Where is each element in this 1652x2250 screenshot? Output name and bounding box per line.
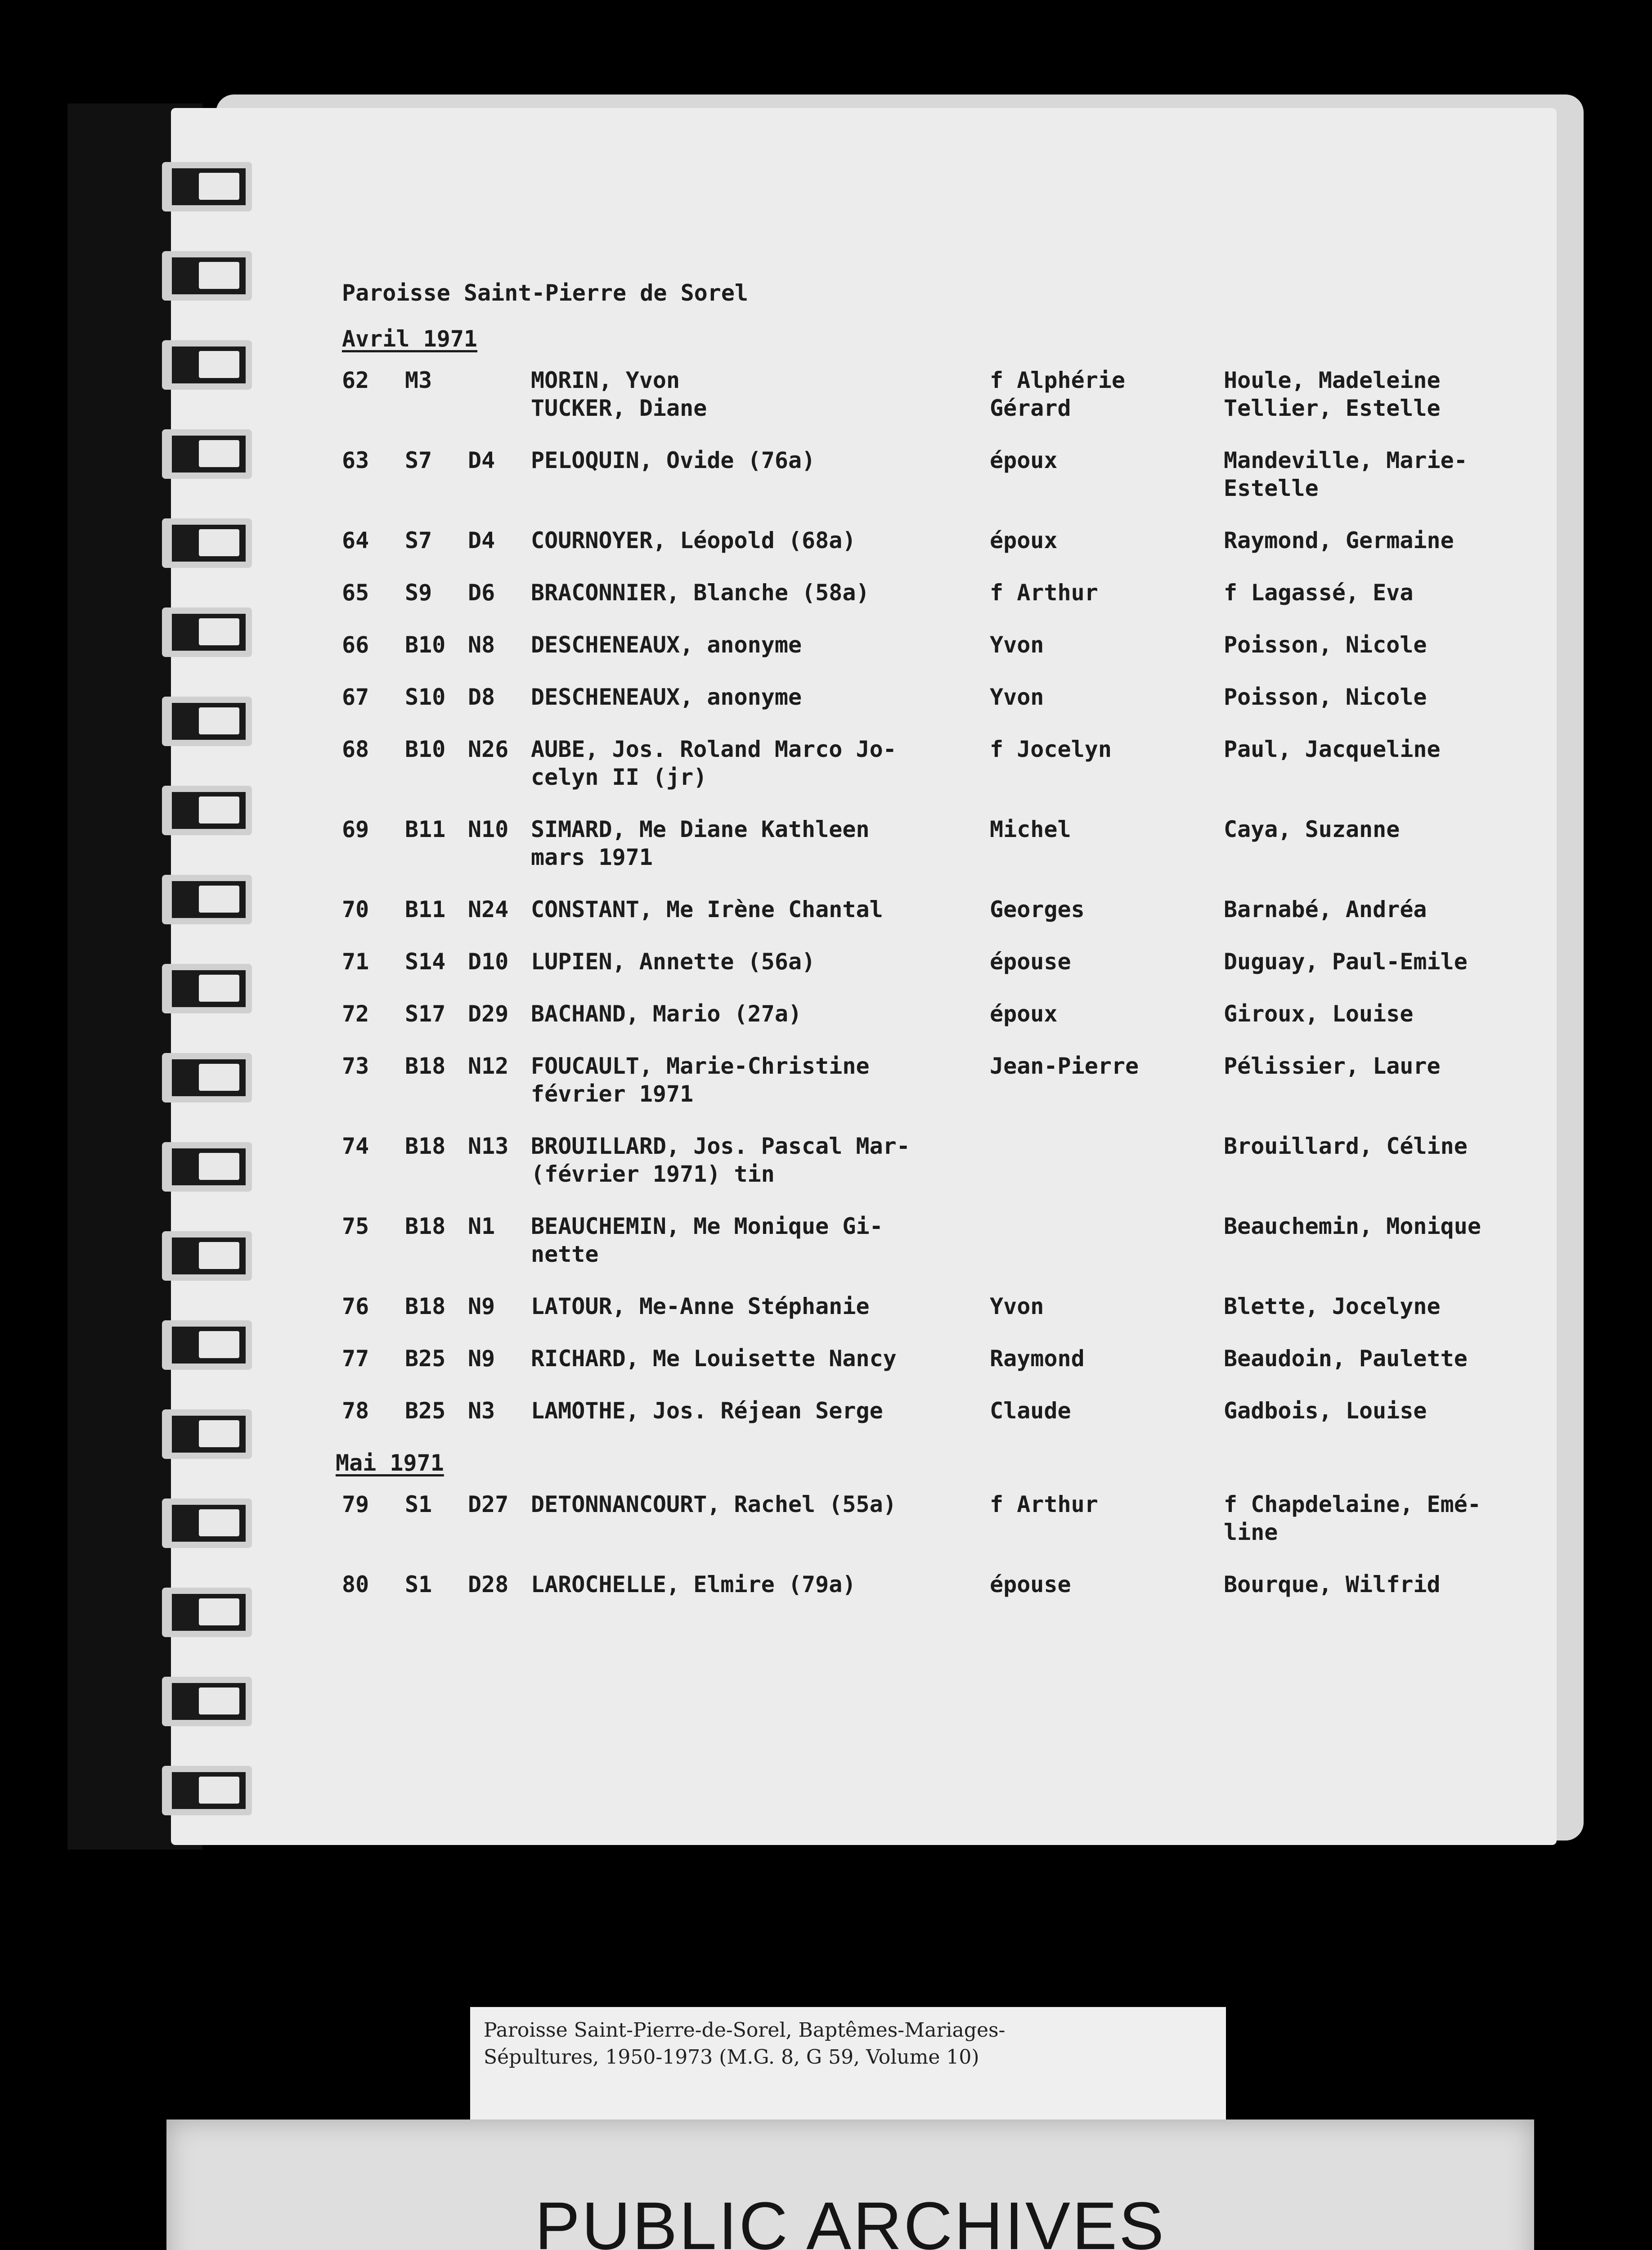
register-code: B18	[405, 1293, 446, 1319]
entry-father: Yvon	[990, 1293, 1044, 1319]
register-code: S14	[405, 949, 446, 975]
entry-number: 76	[342, 1293, 369, 1319]
register-entry	[342, 815, 1534, 896]
register-entry	[342, 896, 1534, 948]
register-code: B18	[405, 1213, 446, 1239]
binder-coil	[162, 1766, 252, 1815]
entry-mother: Barnabé, Andréa	[1224, 896, 1427, 922]
sub-code	[468, 366, 531, 446]
entry-mother: Giroux, Louise	[1224, 1001, 1414, 1027]
document-title: Paroisse Saint-Pierre de Sorel	[342, 280, 749, 306]
entry-mother: Paul, Jacqueline	[1224, 736, 1441, 762]
sub-code: N26	[468, 736, 509, 762]
entry-number: 69	[342, 816, 369, 842]
entry-father: Claude	[990, 1398, 1071, 1424]
register-entry	[342, 1490, 1534, 1570]
entry-father: f Arthur	[990, 1491, 1098, 1517]
register-code: S10	[405, 684, 446, 710]
entry-father: épouse	[990, 949, 1071, 975]
binder-coil	[162, 1142, 252, 1192]
sub-code: N12	[468, 1053, 509, 1079]
entry-mother: f Lagassé, Eva	[1224, 580, 1414, 606]
binder-coil	[162, 162, 252, 212]
archives-banner	[166, 2120, 1534, 2250]
entry-name: DESCHENEAUX, anonyme	[531, 684, 802, 710]
entry-name: PELOQUIN, Ovide (76a)	[531, 447, 816, 473]
register-entry	[342, 526, 1534, 579]
register-entry	[342, 1000, 1534, 1052]
entry-mother: Poisson, Nicole	[1224, 632, 1427, 658]
entry-number: 73	[342, 1053, 369, 1079]
sub-code: N10	[468, 816, 509, 842]
register-table-may	[342, 1490, 1534, 1623]
register-entry	[342, 683, 1534, 735]
binder-coil	[162, 697, 252, 746]
register-entry	[342, 1292, 1534, 1345]
entry-mother: Brouillard, Céline	[1224, 1133, 1468, 1159]
register-entry	[342, 631, 1534, 683]
entry-father: épouse	[990, 1571, 1071, 1598]
register-table-april	[342, 366, 1534, 1449]
entry-number: 80	[342, 1571, 369, 1598]
register-entry	[342, 579, 1534, 631]
entry-number: 71	[342, 949, 369, 975]
entry-mother: Mandeville, Marie- Estelle	[1224, 447, 1468, 501]
entry-number: 72	[342, 1001, 369, 1027]
entry-mother: Beauchemin, Monique	[1224, 1213, 1481, 1239]
entry-father: époux	[990, 527, 1058, 554]
entry-father: f Jocelyn	[990, 736, 1112, 762]
register-code: B10	[405, 632, 446, 658]
citation-label: Paroisse Saint-Pierre-de-Sorel, Baptêmes-Mariages- Sépultures, 1950-1973 (M.G. 8, G 59, Volume 10)	[470, 2007, 1226, 2120]
month-heading: Avril 1971	[342, 326, 478, 352]
register-code: B25	[405, 1346, 446, 1372]
entry-number: 79	[342, 1491, 369, 1517]
entry-mother: f Chapdelaine, Emé- line	[1224, 1491, 1481, 1545]
entry-name: BACHAND, Mario (27a)	[531, 1001, 802, 1027]
entry-name: LATOUR, Me-Anne Stéphanie	[531, 1293, 870, 1319]
register-code: S1	[405, 1571, 432, 1598]
entry-mother: Poisson, Nicole	[1224, 684, 1427, 710]
register-code: B11	[405, 896, 446, 922]
entry-number: 77	[342, 1346, 369, 1372]
register-code: S9	[405, 580, 432, 606]
entry-mother: Duguay, Paul-Emile	[1224, 949, 1468, 975]
register-entry	[342, 735, 1534, 815]
entry-number: 70	[342, 896, 369, 922]
binder-coil	[162, 1409, 252, 1459]
register-code: S7	[405, 527, 432, 554]
entry-number: 78	[342, 1398, 369, 1424]
entry-mother: Beaudoin, Paulette	[1224, 1346, 1468, 1372]
entry-father: Yvon	[990, 632, 1044, 658]
entry-father: Georges	[990, 896, 1085, 922]
sub-code: D4	[468, 447, 495, 473]
entry-number: 65	[342, 580, 369, 606]
register-entry	[342, 948, 1534, 1000]
sub-code: N9	[468, 1293, 495, 1319]
entry-mother: Gadbois, Louise	[1224, 1398, 1427, 1424]
entry-number: 75	[342, 1213, 369, 1239]
entry-mother: Bourque, Wilfrid	[1224, 1571, 1441, 1598]
binder-coil	[162, 964, 252, 1013]
sub-code: D29	[468, 1001, 509, 1027]
entry-father: époux	[990, 447, 1058, 473]
binder-coil	[162, 251, 252, 301]
entry-father	[990, 1212, 1224, 1292]
banner-line-public-archives: PUBLIC ARCHIVES	[534, 2188, 1166, 2250]
entry-number: 62	[342, 367, 369, 393]
register-entry	[342, 1397, 1534, 1449]
binder-coil	[162, 1231, 252, 1281]
entry-name: COURNOYER, Léopold (68a)	[531, 527, 856, 554]
binder-coil	[162, 1677, 252, 1726]
entry-name: FOUCAULT, Marie-Christine février 1971	[531, 1053, 870, 1107]
binder-coil	[162, 340, 252, 390]
sub-code: N8	[468, 632, 495, 658]
register-entry	[342, 1345, 1534, 1397]
entry-father: Raymond	[990, 1346, 1085, 1372]
register-entry	[342, 1212, 1534, 1292]
binder-coil	[162, 1320, 252, 1370]
entry-number: 66	[342, 632, 369, 658]
sub-code: D28	[468, 1571, 509, 1598]
sub-code: N13	[468, 1133, 509, 1159]
entry-mother: Houle, Madeleine Tellier, Estelle	[1224, 367, 1441, 421]
binder-coil	[162, 875, 252, 924]
register-entry	[342, 1132, 1534, 1212]
entry-father: Jean-Pierre	[990, 1053, 1139, 1079]
register-entry	[342, 1570, 1534, 1623]
sub-code: N24	[468, 896, 509, 922]
entry-father	[990, 1132, 1224, 1212]
sub-code: D4	[468, 527, 495, 554]
register-entry	[342, 1052, 1534, 1132]
entry-name: DETONNANCOURT, Rachel (55a)	[531, 1491, 897, 1517]
entry-mother: Pélissier, Laure	[1224, 1053, 1441, 1079]
binder-coil	[162, 518, 252, 568]
entry-number: 68	[342, 736, 369, 762]
entry-name: LAMOTHE, Jos. Réjean Serge	[531, 1398, 883, 1424]
register-code: B25	[405, 1398, 446, 1424]
entry-father: époux	[990, 1001, 1058, 1027]
binder-coil	[162, 1053, 252, 1102]
register-content	[336, 279, 1534, 1623]
register-code: B18	[405, 1053, 446, 1079]
sub-code: N9	[468, 1346, 495, 1372]
entry-mother: Caya, Suzanne	[1224, 816, 1400, 842]
entry-father: Yvon	[990, 684, 1044, 710]
month-heading: Mai 1971	[336, 1450, 444, 1476]
binder-coil	[162, 1498, 252, 1548]
entry-father: Michel	[990, 816, 1071, 842]
entry-number: 74	[342, 1133, 369, 1159]
register-entry	[342, 446, 1534, 526]
entry-father: f Arthur	[990, 580, 1098, 606]
binder-coil	[162, 429, 252, 479]
sub-code: D6	[468, 580, 495, 606]
register-code: B11	[405, 816, 446, 842]
entry-name: CONSTANT, Me Irène Chantal	[531, 896, 883, 922]
entry-mother: Raymond, Germaine	[1224, 527, 1454, 554]
register-code: S7	[405, 447, 432, 473]
sub-code: N1	[468, 1213, 495, 1239]
entry-name: BRACONNIER, Blanche (58a)	[531, 580, 870, 606]
register-code: B10	[405, 736, 446, 762]
entry-number: 67	[342, 684, 369, 710]
entry-number: 63	[342, 447, 369, 473]
entry-name: AUBE, Jos. Roland Marco Jo- celyn II (jr)	[531, 736, 897, 790]
binder-coil	[162, 1588, 252, 1637]
register-code: B18	[405, 1133, 446, 1159]
entry-name: RICHARD, Me Louisette Nancy	[531, 1346, 897, 1372]
sub-code: N3	[468, 1398, 495, 1424]
binder-coil	[162, 786, 252, 835]
entry-number: 64	[342, 527, 369, 554]
register-entry	[342, 366, 1534, 446]
register-code: S1	[405, 1491, 432, 1517]
entry-name: SIMARD, Me Diane Kathleen mars 1971	[531, 816, 870, 870]
entry-name: DESCHENEAUX, anonyme	[531, 632, 802, 658]
binder-coil	[162, 608, 252, 657]
sub-code: D8	[468, 684, 495, 710]
entry-name: BEAUCHEMIN, Me Monique Gi- nette	[531, 1213, 883, 1267]
entry-name: LUPIEN, Annette (56a)	[531, 949, 816, 975]
sub-code: D27	[468, 1491, 509, 1517]
register-code: M3	[405, 367, 432, 393]
entry-mother: Blette, Jocelyne	[1224, 1293, 1441, 1319]
entry-father: f Alphérie Gérard	[990, 367, 1126, 421]
entry-name: LAROCHELLE, Elmire (79a)	[531, 1571, 856, 1598]
sub-code: D10	[468, 949, 509, 975]
entry-name: MORIN, Yvon TUCKER, Diane	[531, 367, 707, 421]
entry-name: BROUILLARD, Jos. Pascal Mar- (février 1971) tin	[531, 1133, 910, 1187]
register-code: S17	[405, 1001, 446, 1027]
